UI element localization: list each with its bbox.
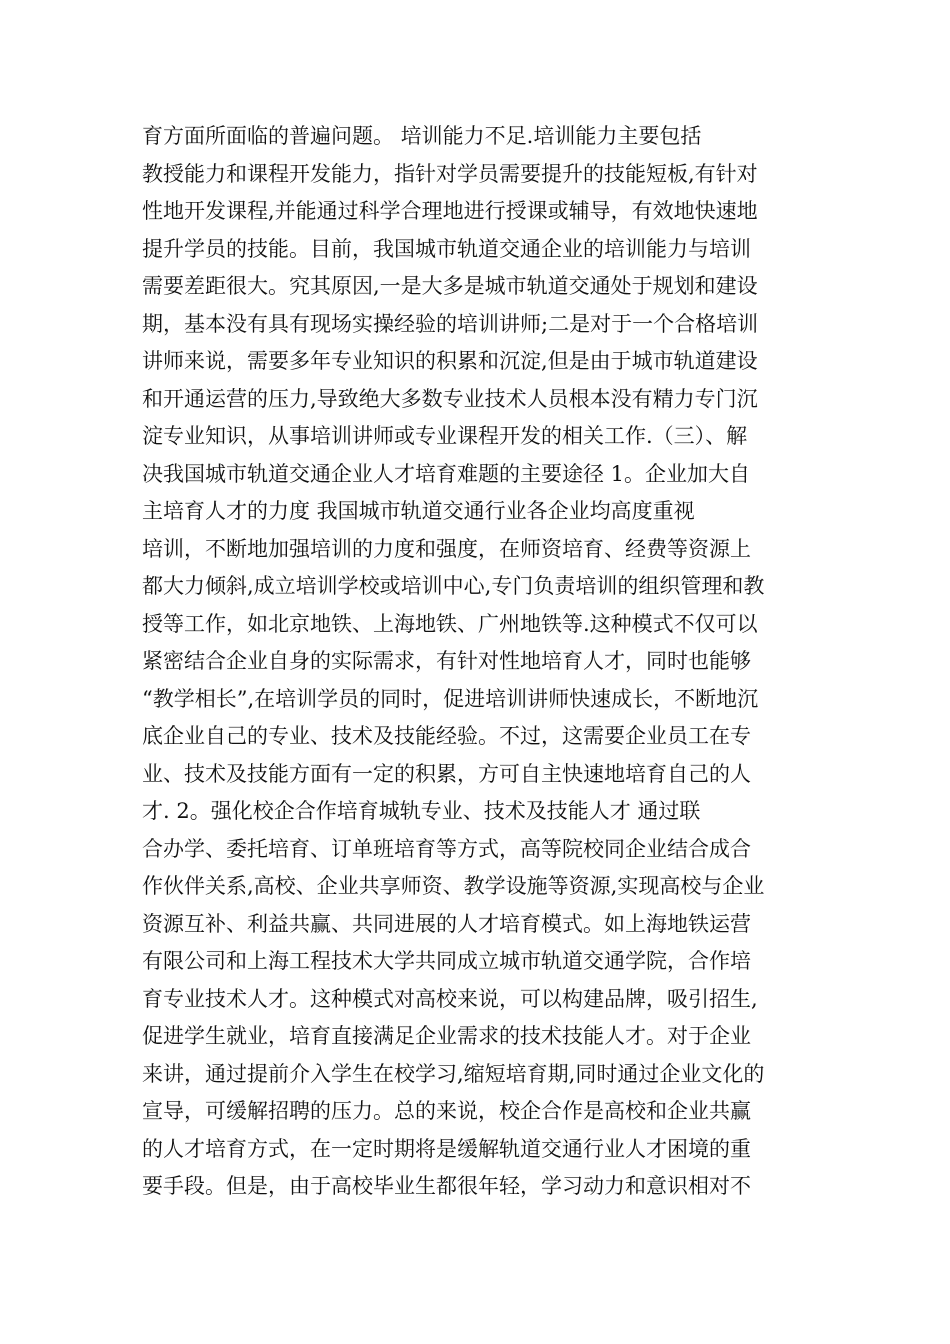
text-line: 和开通运营的压力,导致绝大多数专业技术人员根本没有精力专门沉 xyxy=(142,386,758,411)
text-line: 都大力倾斜,成立培训学校或培训中心,专门负责培训的组织管理和教 xyxy=(142,574,765,598)
text-line: 决我国城市轨道交通企业人才培育难题的主要途径 1。企业加大自 xyxy=(142,461,751,486)
body-text xyxy=(142,118,822,1206)
text-line: 业、技术及技能方面有一定的积累，方可自主快速地培育自己的人 xyxy=(142,761,751,786)
text-line: 的人才培育方式，在一定时期将是缓解轨道交通行业人才困境的重 xyxy=(142,1136,751,1161)
text-line: 育方面所面临的普遍问题。 培训能力不足.培训能力主要包括 xyxy=(142,124,702,148)
text-line: 育专业技术人才。这种模式对高校来说，可以构建品牌，吸引招生, xyxy=(142,986,758,1011)
text-line: 合办学、委托培育、订单班培育等方式，高等院校同企业结合成合 xyxy=(142,836,751,861)
text-line: 紧密结合企业自身的实际需求，有针对性地培育人才，同时也能够 xyxy=(142,649,751,673)
text-line: 要手段。但是，由于高校毕业生都很年轻，学习动力和意识相对不 xyxy=(142,1174,751,1198)
text-line: 淀专业知识，从事培训讲师或专业课程开发的相关工作.（三）、解 xyxy=(142,424,748,448)
text-line: 期，基本没有具有现场实操经验的培训讲师;二是对于一个合格培训 xyxy=(142,311,759,336)
text-line: 培训，不断地加强培训的力度和强度，在师资培育、经费等资源上 xyxy=(142,536,751,561)
text-line: 宣导，可缓解招聘的压力。总的来说，校企合作是高校和企业共赢 xyxy=(142,1099,751,1123)
text-line: “教学相长”,在培训学员的同时，促进培训讲师快速成长，不断地沉 xyxy=(142,686,759,711)
text-line: 教授能力和课程开发能力，指针对学员需要提升的技能短板,有针对 xyxy=(142,161,758,186)
text-line: 主培育人才的力度 我国城市轨道交通行业各企业均高度重视 xyxy=(142,499,695,523)
text-line: 性地开发课程,并能通过科学合理地进行授课或辅导，有效地快速地 xyxy=(142,199,758,223)
text-line: 作伙伴关系,高校、企业共享师资、教学设施等资源,实现高校与企业 xyxy=(142,874,765,898)
text-line: 才. 2。强化校企合作培育城轨专业、技术及技能人才 通过联 xyxy=(142,799,701,823)
text-line: 资源互补、利益共赢、共同进展的人才培育模式。如上海地铁运营 xyxy=(142,911,751,936)
text-line: 有限公司和上海工程技术大学共同成立城市轨道交通学院，合作培 xyxy=(142,949,751,973)
text-line: 授等工作，如北京地铁、上海地铁、广州地铁等.这种模式不仅可以 xyxy=(142,611,758,636)
text-line: 来讲，通过提前介入学生在校学习,缩短培育期,同时通过企业文化的 xyxy=(142,1061,765,1086)
text-line: 提升学员的技能。目前，我国城市轨道交通企业的培训能力与培训 xyxy=(142,236,751,261)
text-line: 促进学生就业，培育直接满足企业需求的技术技能人才。对于企业 xyxy=(142,1024,751,1048)
text-line: 底企业自己的专业、技术及技能经验。不过，这需要企业员工在专 xyxy=(142,724,751,748)
text-line: 需要差距很大。究其原因,一是大多是城市轨道交通处于规划和建设 xyxy=(142,274,758,298)
text-line: 讲师来说，需要多年专业知识的积累和沉淀,但是由于城市轨道建设 xyxy=(142,349,758,373)
